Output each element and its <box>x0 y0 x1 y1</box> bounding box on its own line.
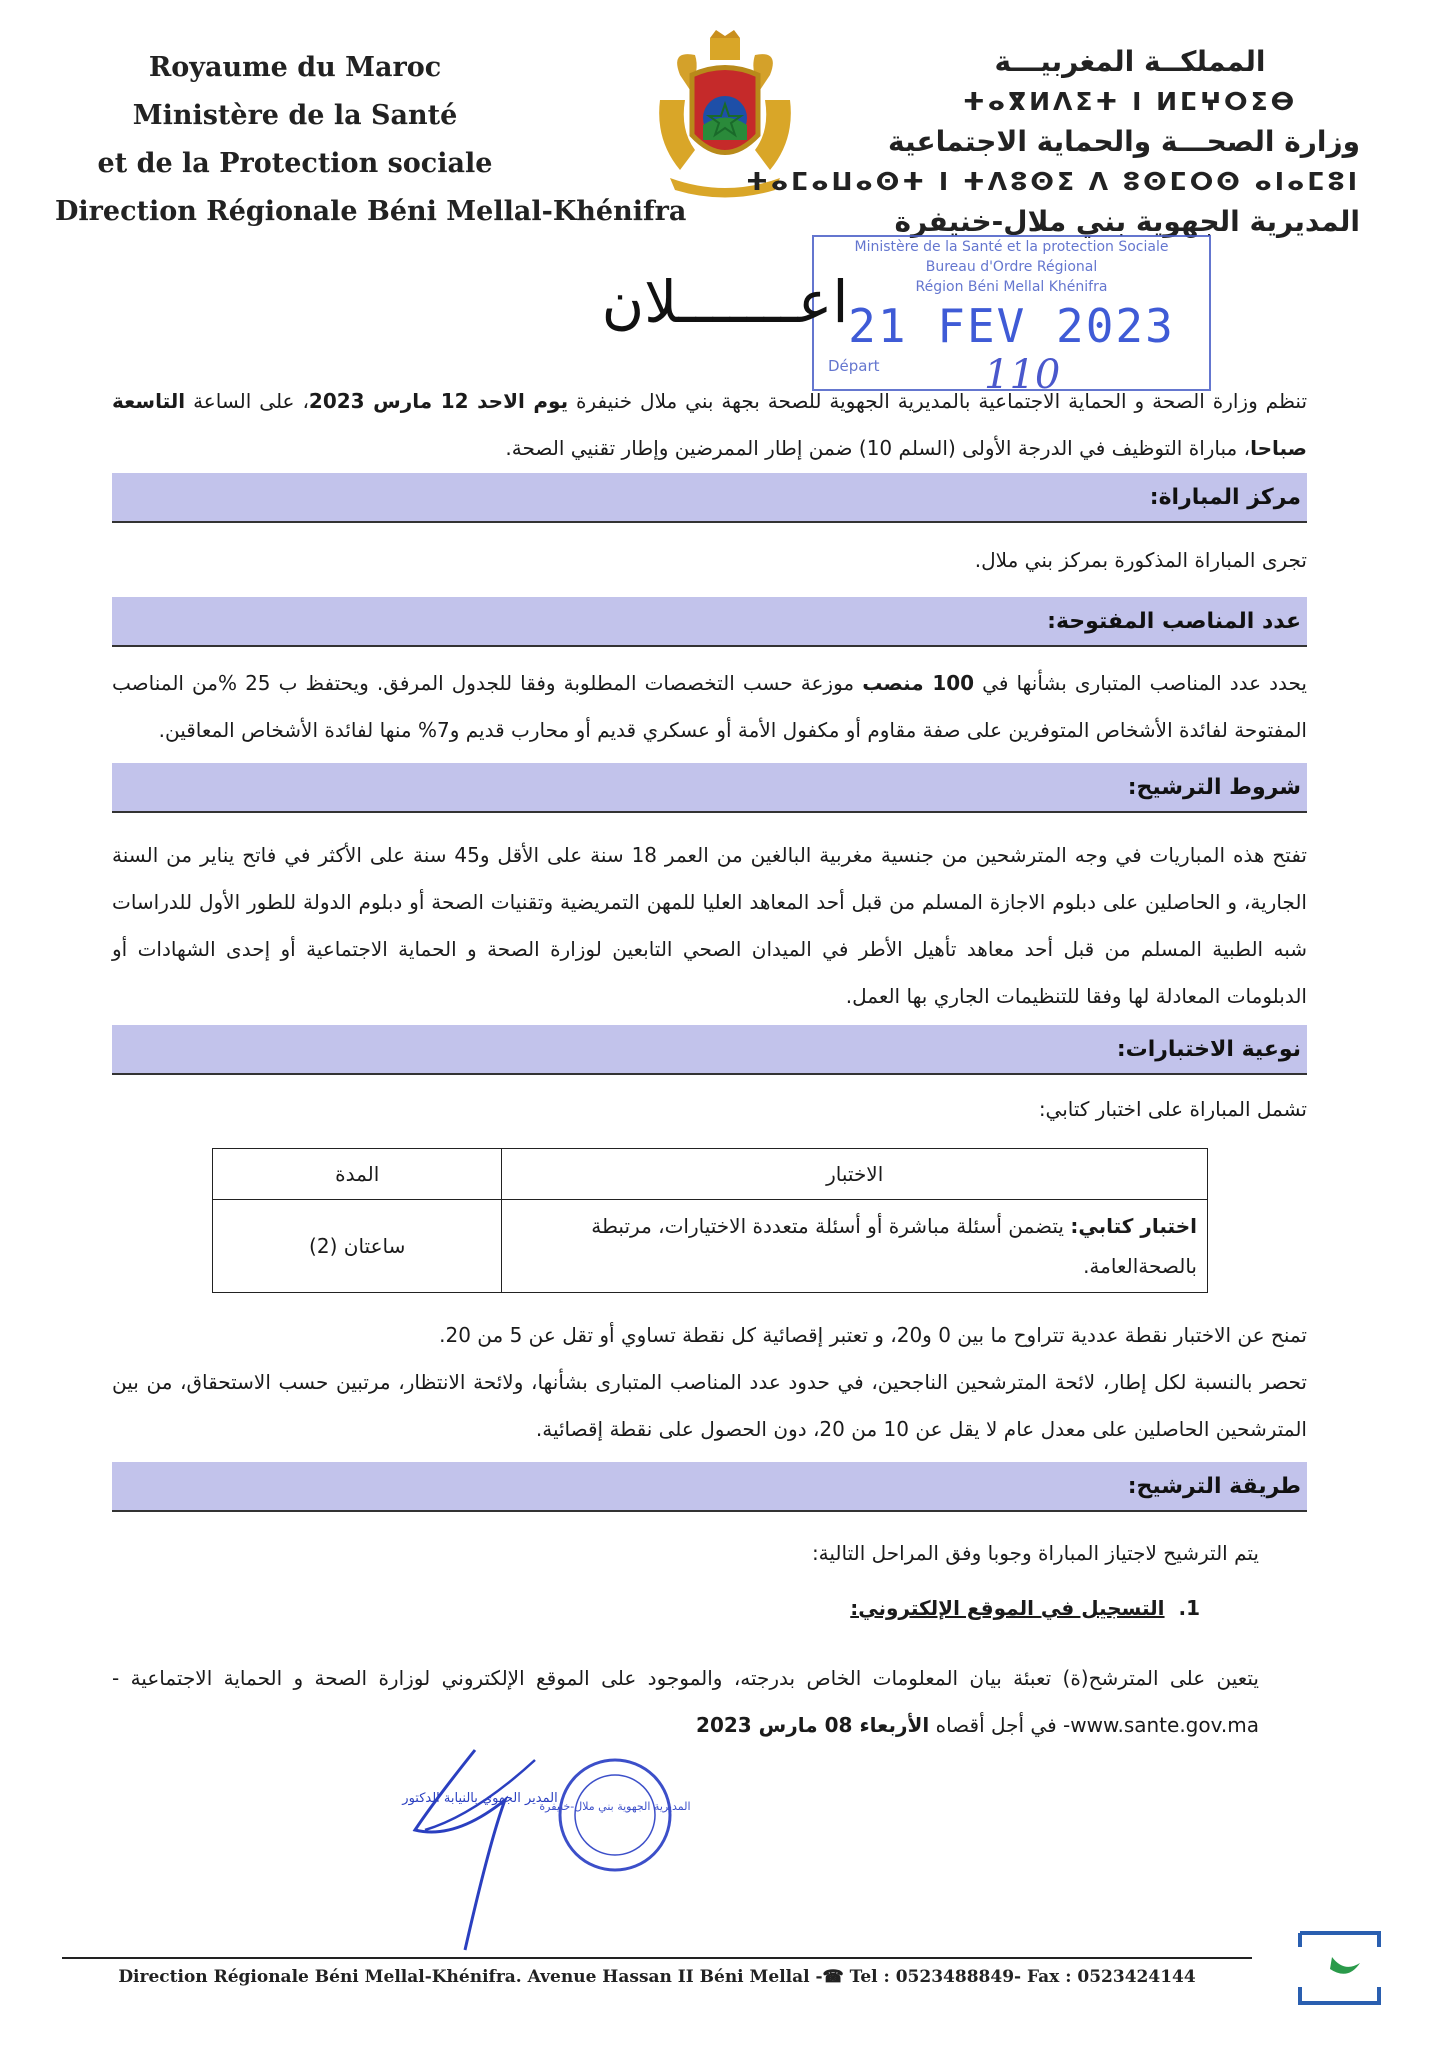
step-1-deadline: الأربعاء 08 مارس 2023 <box>696 1713 930 1737</box>
header-arabic <box>745 42 1360 242</box>
test-description: يتضمن أسئلة مباشرة أو أسئلة متعددة الاختيارات، مرتبطة بالصحةالعامة. <box>591 1214 1197 1278</box>
col-duration-header: المدة <box>213 1149 502 1200</box>
fr-ministry: Ministère de la Santé <box>132 100 458 131</box>
ar-direction: المديرية الجهوية بني ملال-خنيفرة <box>894 205 1360 238</box>
ministry-logo-icon <box>1292 1925 1387 2010</box>
step-1-title: التسجيل في الموقع الإلكتروني: <box>850 1596 1165 1620</box>
step-1-number: 1. <box>1178 1596 1200 1620</box>
tifinagh-kingdom: ⵜⴰⴳⵍⴷⵉⵜ ⵏ ⵍⵎⵖⵔⵉⴱ <box>962 87 1298 116</box>
stamp-line-bureau: Bureau d'Ordre Régional <box>925 259 1098 275</box>
center-text: تجرى المباراة المذكورة بمركز بني ملال. <box>974 548 1307 572</box>
intro-text-2: ، على الساعة <box>185 389 309 413</box>
intro-paragraph <box>112 378 1307 472</box>
posts-text-1: يحدد عدد المناصب المتبارى بشأنها في <box>974 671 1308 695</box>
test-duration-cell: ساعتان (2) <box>213 1200 502 1293</box>
table-header-row <box>213 1149 1208 1200</box>
intro-time: التاسعة صباحا <box>112 389 1307 460</box>
seal-text: المديرية الجهوية بني ملال-خنيفرة <box>539 1800 691 1813</box>
stamp-arrival: Départ <box>828 357 880 375</box>
footer-address: Direction Régionale Béni Mellal-Khénifra. Avenue Hassan II Béni Mellal -☎ Tel : 0523488849- Fax : 0523424144 <box>118 1967 1196 1987</box>
test-description-cell <box>502 1200 1208 1293</box>
step-1-heading <box>112 1585 1200 1632</box>
stamp-line-region: Région Béni Mellal Khénifra <box>915 279 1108 295</box>
tifinagh-ministry: ⵜⴰⵎⴰⵡⴰⵙⵜ ⵏ ⵜⴷⵓⵙⵉ ⴷ ⵓⵙⵎⵔⵙ ⴰⵏⴰⵎⵓⵏ <box>745 167 1360 196</box>
ar-kingdom: المملكــة المغربيـــة <box>994 45 1266 78</box>
ar-ministry: وزارة الصحـــة والحماية الاجتماعية <box>888 125 1360 158</box>
posts-text-2: موزعة حسب التخصصات المطلوبة وفقا للجدول المرفق. ويحتفظ ب 25 %من المناصب المفتوحة لفائدة الأشخاص المتوفرين على صفة مقاوم أو مكفول الأمة أو عسكري قديم أو محارب قديم و7% منها لفائدة الأشخاص المعاقين. <box>112 671 1307 742</box>
header-french <box>55 44 687 236</box>
stamp-line-ministry: Ministère de la Santé et la protection Sociale <box>854 239 1169 255</box>
signature-text: المدير الجهوي بالنيابة الدكتور <box>402 1791 558 1806</box>
section-header-conditions: شروط الترشيح: <box>112 763 1307 813</box>
document-title: اعـــــــلان <box>601 268 849 336</box>
test-type: اختبار كتابي: <box>1070 1214 1197 1238</box>
stamp-number: 110 <box>984 352 1061 398</box>
conditions-paragraph: تفتح هذه المباريات في وجه المترشحين من جنسية مغربية البالغين من العمر 18 سنة على الأقل و45 سنة على الأكثر في فاتح يناير من السنة الجارية، و الحاصلين على دبلوم الاجازة المسلم من قبل أحد المعاهد العليا للمهن التمريضية وتقنيات الصحة أو دبلوم الدولة للطور الأول للدراسات شبه الطبية المسلم من قبل أحد معاهد تأهيل الأطر في الميدان الصحي التابعين لوزارة الصحة و الحماية الاجتماعية أو إحدى الشهادات أو الدبلومات المعادلة لها وفقا للتنظيمات الجاري بها العمل. <box>112 843 1308 1008</box>
signature-and-seal <box>395 1720 705 1960</box>
intro-text-1: تنظم وزارة الصحة و الحماية الاجتماعية بالمديرية الجهوية للصحة بجهة بني ملال خنيفرة <box>568 389 1308 413</box>
footer-divider <box>62 1957 1252 1959</box>
posts-count: 100 منصب <box>862 671 975 695</box>
section-header-tests: نوعية الاختبارات: <box>112 1025 1307 1075</box>
section-header-center: مركز المباراة: <box>112 473 1307 523</box>
posts-paragraph <box>112 660 1307 754</box>
fr-protection: et de la Protection sociale <box>97 148 493 179</box>
stamp-date: 21 FEV 2023 <box>848 299 1175 353</box>
fr-direction: Direction Régionale Béni Mellal-Khénifra <box>55 196 687 227</box>
tests-grading-text: تمنح عن الاختبار نقطة عددية تتراوح ما بين 0 و20، و تعتبر إقصائية كل نقطة تساوي أو تقل عن 5 من 20. <box>439 1323 1307 1347</box>
step-1-text: يتعين على المترشح(ة) تعبئة بيان المعلومات الخاص بدرجته، والموجود على الموقع الإلكتروني لوزارة الصحة و الحماية الاجتماعية -www.sante.gov.ma- في أجل أقصاه <box>112 1666 1259 1737</box>
method-intro: يتم الترشيح لاجتياز المباراة وجوبا وفق المراحل التالية: <box>811 1541 1259 1565</box>
fr-kingdom: Royaume du Maroc <box>148 52 442 83</box>
col-test-header: الاختبار <box>502 1149 1208 1200</box>
tests-intro: تشمل المباراة على اختبار كتابي: <box>1038 1097 1307 1121</box>
section-header-method: طريقة الترشيح: <box>112 1462 1307 1512</box>
intro-date: يوم الاحد 12 مارس 2023 <box>308 389 569 413</box>
intro-text-3: ، مباراة التوظيف في الدرجة الأولى (السلم 10) ضمن إطار الممرضين وإطار تقنيي الصحة. <box>505 436 1251 460</box>
table-row <box>213 1200 1208 1293</box>
section-header-posts: عدد المناصب المفتوحة: <box>112 597 1307 647</box>
tests-ranking-text: تحصر بالنسبة لكل إطار، لائحة المترشحين الناجحين، في حدود عدد المناصب المتبارى بشأنها، ولائحة الانتظار، مرتبين حسب الاستحقاق، من بين المترشحين الحاصلين على معدل عام لا يقل عن 10 من 20، دون الحصول على نقطة إقصائية. <box>112 1370 1307 1441</box>
tests-table <box>212 1148 1208 1293</box>
